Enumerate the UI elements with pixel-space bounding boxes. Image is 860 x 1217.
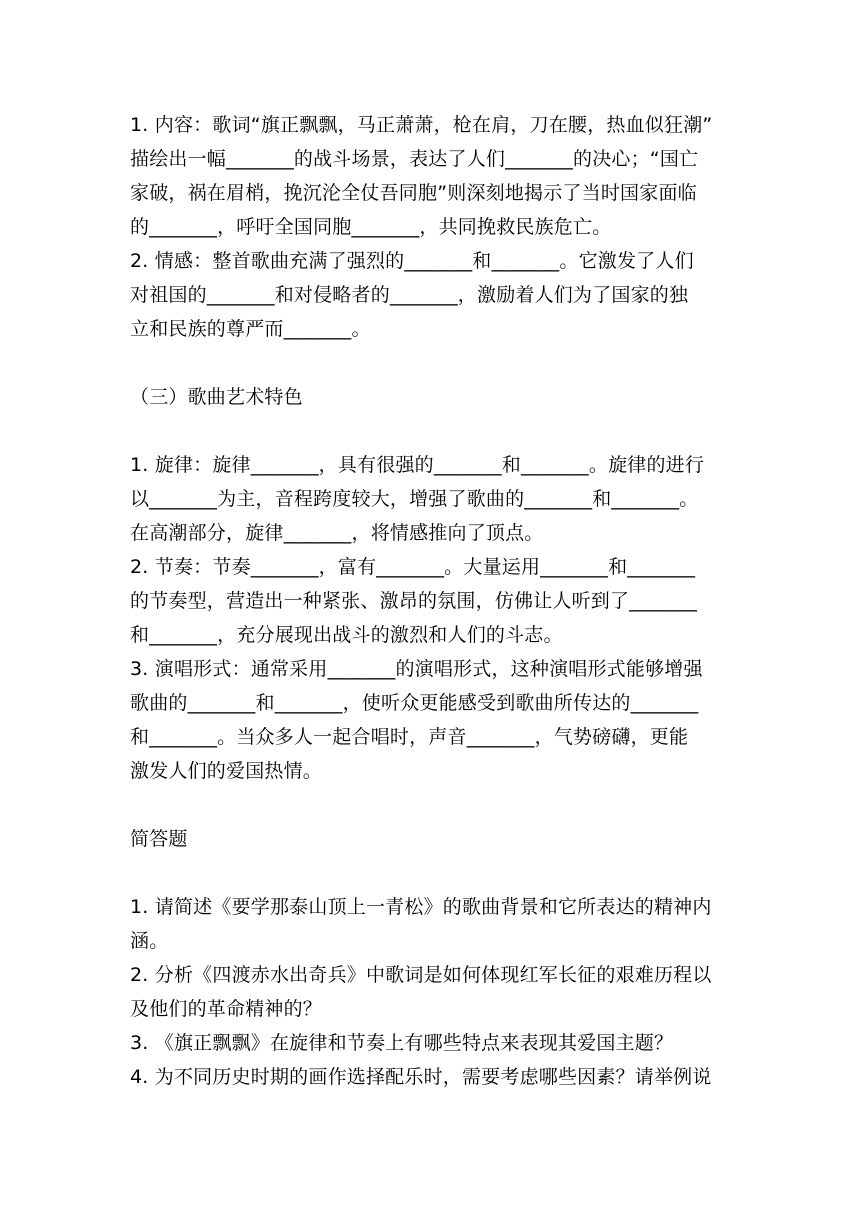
section-heading-art-features: （三）歌曲艺术特色 <box>130 386 303 408</box>
text-line: 1. 旋律：旋律_______，具有很强的_______和_______。旋律的进行 <box>130 454 705 476</box>
section-heading-short-answer: 简答题 <box>130 828 188 850</box>
text-line: 2. 情感：整首歌曲充满了强烈的_______和_______。它激发了人们 <box>130 250 694 272</box>
spacer <box>130 856 732 890</box>
question-line: 3. 《旗正飘飘》在旋律和节奏上有哪些特点来表现其爱国主题？ <box>130 1032 674 1054</box>
short-answer-section <box>130 890 732 1094</box>
art-features-section <box>130 448 732 788</box>
text-line: 1. 内容：歌词“旗正飘飘，马正萧萧，枪在肩，刀在腰，热血似狂潮” <box>130 114 713 136</box>
text-line: 对祖国的_______和对侵略者的_______，激励着人们为了国家的独 <box>130 284 689 306</box>
text-line: 在高潮部分，旋律_______，将情感推向了顶点。 <box>130 522 544 544</box>
content-emotion-section <box>130 108 732 346</box>
text-line: 描绘出一幅_______的战斗场景，表达了人们_______的决心；“国亡 <box>130 148 699 170</box>
text-line: 2. 节奏：节奏_______，富有_______。大量运用_______和_______ <box>130 556 696 578</box>
question-line: 涵。 <box>130 930 169 952</box>
question-line: 及他们的革命精神的？ <box>130 998 323 1020</box>
spacer <box>130 346 732 380</box>
text-line: 的节奏型，营造出一种紧张、激昂的氛围，仿佛让人听到了_______ <box>130 590 698 612</box>
text-line: 激发人们的爱国热情。 <box>130 760 323 782</box>
text-line: 以_______为主，音程跨度较大，增强了歌曲的_______和_______。 <box>130 488 699 510</box>
question-line: 4. 为不同历史时期的画作选择配乐时，需要考虑哪些因素？请举例说 <box>130 1066 712 1088</box>
spacer <box>130 414 732 448</box>
text-line: 的_______，呼吁全国同胞_______，共同挽救民族危亡。 <box>130 216 612 238</box>
text-line: 立和民族的尊严而_______。 <box>130 318 371 340</box>
text-line: 3. 演唱形式：通常采用_______的演唱形式，这种演唱形式能够增强 <box>130 658 703 680</box>
text-line: 歌曲的_______和_______，使听众更能感受到歌曲所传达的_______ <box>130 692 699 714</box>
spacer <box>130 788 732 822</box>
text-line: 家破，祸在眉梢，挽沉沦全仗吾同胞”则深刻地揭示了当时国家面临 <box>130 182 697 204</box>
question-line: 1. 请简述《要学那泰山顶上一青松》的歌曲背景和它所表达的精神内 <box>130 896 712 918</box>
question-line: 2. 分析《四渡赤水出奇兵》中歌词是如何体现红军长征的艰难历程以 <box>130 964 712 986</box>
text-line: 和_______，充分展现出战斗的激烈和人们的斗志。 <box>130 624 563 646</box>
text-line: 和_______。当众多人一起合唱时，声音_______，气势磅礴，更能 <box>130 726 689 748</box>
